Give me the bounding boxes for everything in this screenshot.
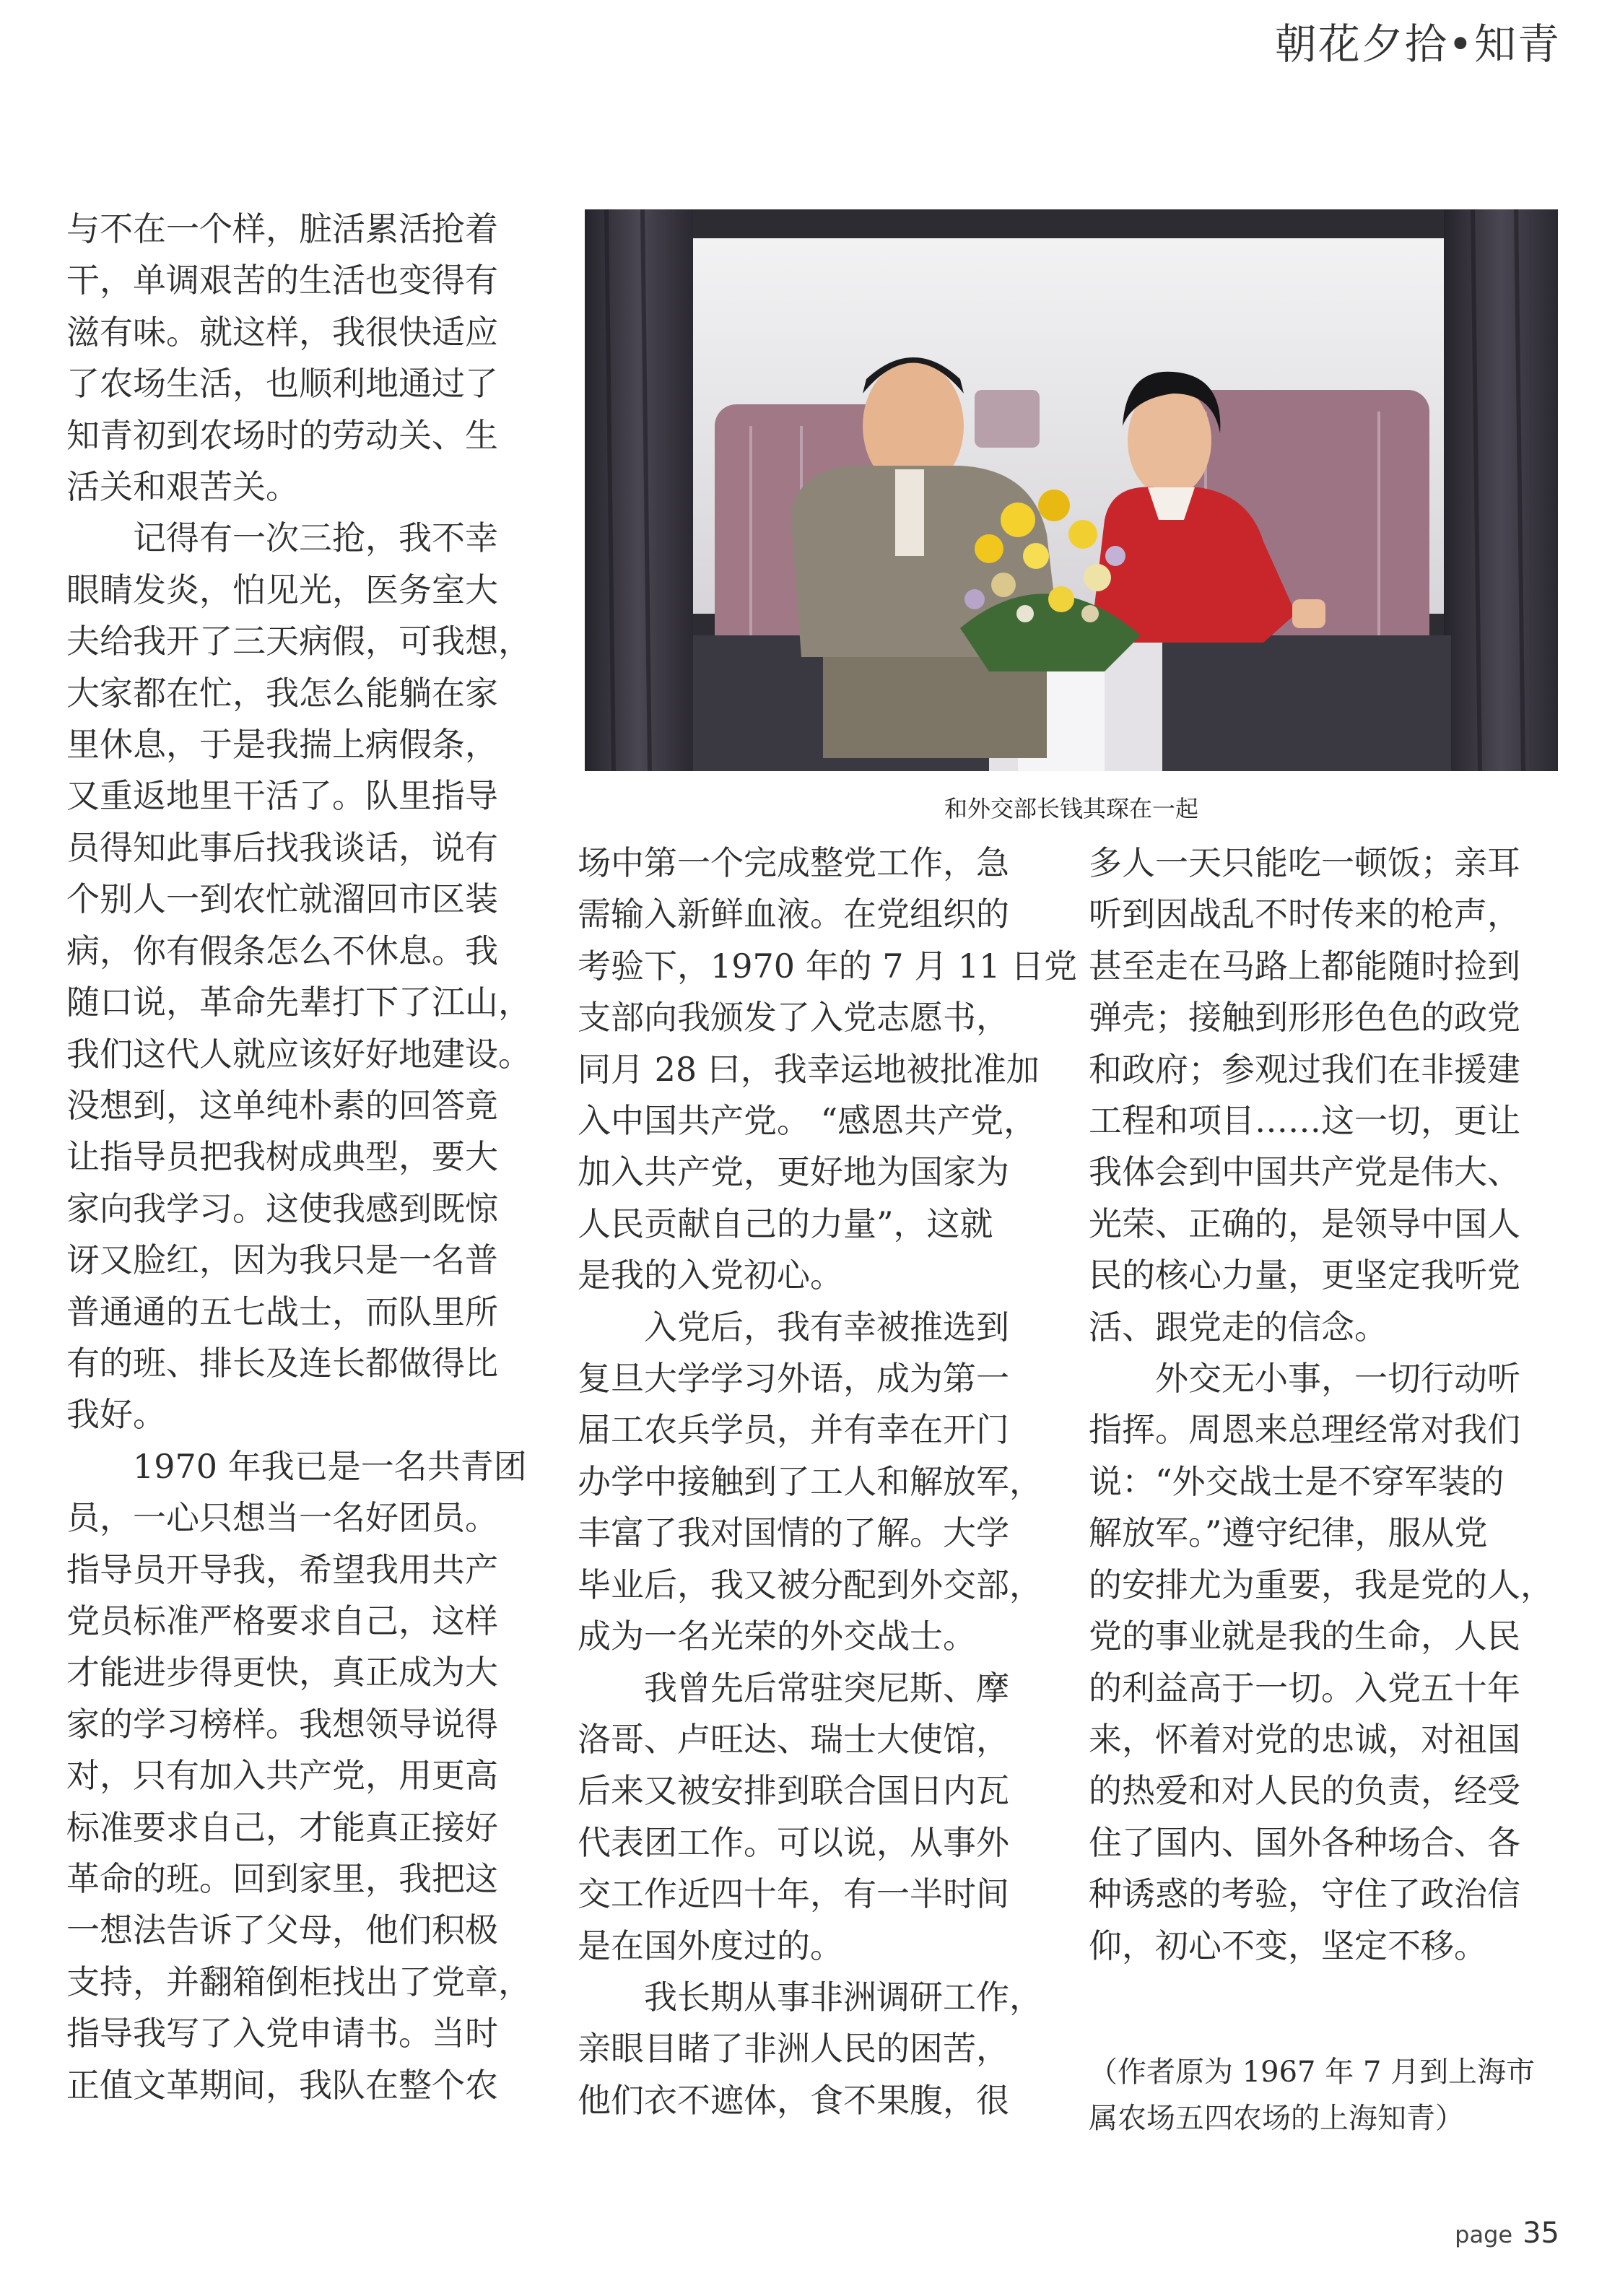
text-line: 他们衣不遮体，食不果腹，很 (578, 2080, 1009, 2120)
text-line: 是在国外度过的。 (578, 1926, 843, 1965)
text-line: 丰富了我对国情的了解。大学 (578, 1513, 1009, 1553)
text-line: 住了国内、国外各种场合、各 (1089, 1822, 1520, 1862)
photo-caption: 和外交部长钱其琛在一起 (944, 795, 1198, 822)
text-line: 人民贡献自己的力量”，这就 (578, 1204, 993, 1243)
text-line: 有的班、排长及连长都做得比 (66, 1343, 498, 1383)
author-note-line: 属农场五四农场的上海知青） (1089, 2102, 1464, 2135)
page-number-value: 35 (1523, 2217, 1559, 2250)
text-line: 与不在一个样，脏活累活抢着 (66, 209, 498, 248)
text-line: 成为一名光荣的外交战士。 (578, 1617, 976, 1656)
text-line: 员，一心只想当一名好团员。 (66, 1498, 498, 1538)
section-header: 朝花夕拾•知青 (1274, 19, 1561, 69)
text-line: 记得有一次三抢，我不幸 (66, 518, 498, 558)
text-line: 我曾先后常驻突尼斯、摩 (578, 1668, 1009, 1708)
text-line: 干，单调艰苦的生活也变得有 (66, 261, 498, 300)
text-line: 普通通的五七战士，而队里所 (66, 1292, 498, 1331)
text-line: 需输入新鲜血液。在党组织的 (578, 895, 1009, 934)
text-line: 革命的班。回到家里，我把这 (66, 1859, 498, 1898)
author-note (1089, 2049, 1580, 2141)
text-line: 甚至走在马路上都能随时捡到 (1089, 946, 1520, 986)
text-line: 听到因战乱不时传来的枪声， (1089, 895, 1520, 934)
text-line: 指挥。周恩来总理经常对我们 (1089, 1410, 1520, 1450)
text-line: 入中国共产党。 “感恩共产党， (578, 1101, 1037, 1141)
text-line: 弹壳；接触到形形色色的政党 (1089, 998, 1520, 1038)
text-line: 考验下，1970 年的 7 月 11 日党 (578, 946, 1077, 986)
text-line: 民的核心力量，更坚定我听党 (1089, 1256, 1520, 1295)
text-line: 多人一天只能吃一顿饭；亲耳 (1089, 843, 1520, 882)
text-line: 了农场生活，也顺利地通过了 (66, 364, 498, 404)
text-line: 的安排尤为重要，我是党的人， (1089, 1565, 1554, 1604)
text-line: 家的学习榜样。我想领导说得 (66, 1704, 498, 1744)
text-line: 仰，初心不变，坚定不移。 (1089, 1926, 1487, 1965)
text-line: 届工农兵学员，并有幸在开门 (578, 1410, 1009, 1450)
text-line: 种诱惑的考验，守住了政治信 (1089, 1874, 1520, 1914)
text-line: 知青初到农场时的劳动关、生 (66, 415, 498, 455)
text-line: 正值文革期间，我队在整个农 (66, 2065, 498, 2105)
text-line: 对，只有加入共产党，用更高 (66, 1756, 498, 1796)
text-line: 入党后，我有幸被推选到 (578, 1307, 1009, 1347)
text-line: 同月 28 曰，我幸运地被批准加 (578, 1049, 1040, 1089)
text-line: 又重返地里干活了。队里指导 (66, 776, 498, 816)
text-line: 来，怀着对党的忠诚，对祖国 (1089, 1719, 1520, 1759)
text-line: 讶又脸红，因为我只是一名普 (66, 1240, 498, 1280)
text-line: 我体会到中国共产党是伟大、 (1089, 1152, 1520, 1192)
text-line: 我好。 (66, 1395, 166, 1435)
left-curtain (585, 209, 693, 771)
text-line: 支部向我颁发了入党志愿书， (578, 998, 1009, 1038)
text-line: 复旦大学学习外语，成为第一 (578, 1359, 1009, 1399)
text-line: 后来又被安排到联合国日内瓦 (578, 1771, 1009, 1811)
text-line: 和政府；参观过我们在非援建 (1089, 1049, 1520, 1089)
text-line: 办学中接触到了工人和解放军， (578, 1461, 1042, 1501)
text-line: 没想到，这单纯朴素的回答竟 (66, 1085, 498, 1125)
page-number (1455, 2217, 1559, 2250)
text-line: 家向我学习。这使我感到既惊 (66, 1188, 498, 1228)
text-line: 洛哥、卢旺达、瑞士大使馆， (578, 1719, 1009, 1759)
text-line: 活、跟党走的信念。 (1089, 1307, 1388, 1347)
text-line: 大家都在忙，我怎么能躺在家 (66, 673, 498, 713)
text-line: 的利益高于一切。入党五十年 (1089, 1668, 1520, 1708)
text-line: 加入共产党，更好地为国家为 (578, 1152, 1009, 1192)
photo (585, 209, 1558, 771)
text-line: 解放军。”遵守纪律，服从党 (1089, 1513, 1488, 1553)
author-note-line: （作者原为 1967 年 7 月到上海市 (1089, 2056, 1536, 2089)
text-line: 眼睛发炎，怕见光，医务室大 (66, 570, 498, 609)
text-line: 毕业后，我又被分配到外交部， (578, 1565, 1042, 1604)
text-line: 场中第一个完成整党工作，急 (578, 843, 1009, 882)
photo-image (585, 209, 1558, 771)
text-line: 活关和艰苦关。 (66, 467, 299, 507)
text-line: 标准要求自己，才能真正接好 (66, 1807, 498, 1847)
text-line: 光荣、正确的，是领导中国人 (1089, 1204, 1520, 1243)
text-line: 说：“外交战士是不穿军装的 (1089, 1461, 1504, 1501)
text-line: 支持，并翻箱倒柜找出了党章， (66, 1962, 531, 2001)
text-line: 是我的入党初心。 (578, 1256, 843, 1295)
text-line: 指导员开导我，希望我用共产 (66, 1549, 498, 1589)
text-line: 指导我写了入党申请书。当时 (66, 2014, 498, 2053)
text-line: 随口说，革命先辈打下了江山， (66, 983, 531, 1022)
text-line: 亲眼目睹了非洲人民的困苦， (578, 2029, 1009, 2069)
text-line: 交工作近四十年，有一半时间 (578, 1874, 1009, 1914)
text-line: 的热爱和对人民的负责，经受 (1089, 1771, 1520, 1811)
text-line: 工程和项目……这一切，更让 (1089, 1101, 1520, 1141)
text-line: 让指导员把我树成典型，要大 (66, 1137, 498, 1177)
text-line: 夫给我开了三天病假，可我想， (66, 622, 531, 661)
text-line: 党员标准严格要求自己，这样 (66, 1601, 498, 1640)
text-line: 1970 年我已是一名共青团 (66, 1446, 527, 1486)
text-line: 个别人一到农忙就溜回市区装 (66, 879, 498, 919)
text-line: 病，你有假条怎么不休息。我 (66, 931, 498, 970)
text-line: 外交无小事，一切行动听 (1089, 1359, 1520, 1399)
text-line: 党的事业就是我的生命，人民 (1089, 1617, 1520, 1656)
text-column-1 (66, 204, 543, 2111)
text-line: 一想法告诉了父母，他们积极 (66, 1910, 498, 1950)
right-curtain (1444, 209, 1558, 771)
text-line: 滋有味。就这样，我很快适应 (66, 312, 498, 352)
text-column-2 (578, 838, 1077, 2126)
text-line: 代表团工作。可以说，从事外 (578, 1822, 1009, 1862)
text-line: 我们这代人就应该好好地建设。 (66, 1034, 531, 1074)
text-line: 里休息，于是我揣上病假条， (66, 725, 498, 765)
text-line: 员得知此事后找我谈话，说有 (66, 827, 498, 867)
text-line: 才能进步得更快，真正成为大 (66, 1653, 498, 1692)
text-line: 我长期从事非洲调研工作， (578, 1977, 1042, 2017)
text-column-3 (1089, 838, 1565, 1972)
page-label: page (1455, 2221, 1513, 2248)
